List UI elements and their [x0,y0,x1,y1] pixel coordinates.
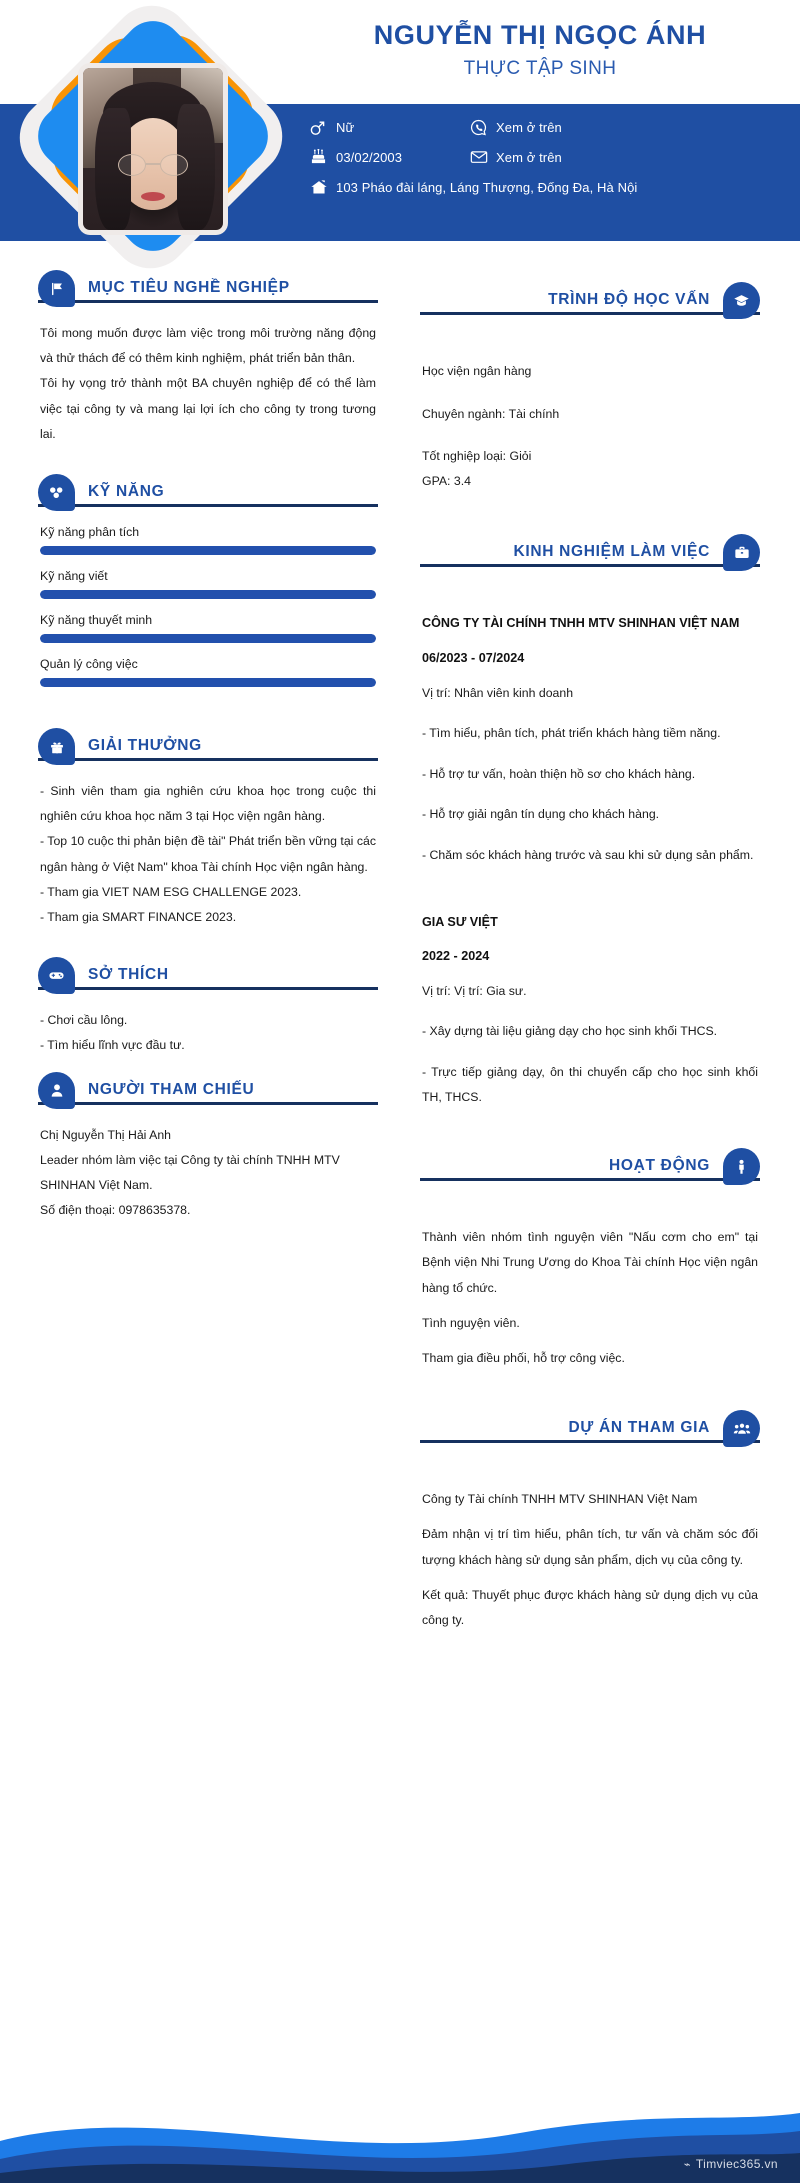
skill-label: Kỹ năng viết [40,569,108,584]
section-references [38,1067,378,1228]
section-awards-header [38,723,378,763]
contact-row-1 [310,112,780,142]
experience-bullet: - Hỗ trợ giải ngân tín dụng cho khách hàng. [422,807,660,822]
project-line: Đảm nhận vị trí tìm hiểu, phân tích, tư vấn và chăm sóc đối tượng khách hàng sử dụng sản phẩm, dịch vụ của công ty. [422,1527,758,1567]
section-experience-title: KINH NGHIỆM LÀM VIỆC [513,543,710,561]
contact-birthday-text: 03/02/2003 [336,149,403,165]
skill-bar-fill [40,590,376,599]
skill-label: Kỹ năng thuyết minh [40,613,153,628]
user-icon [38,1072,75,1109]
section-activities-body [420,1183,760,1375]
experience-date: 2022 - 2024 [422,948,490,963]
experience-date: 06/2023 - 07/2024 [422,650,525,665]
section-rule [38,504,378,507]
photo-lips [141,192,165,201]
contact-address-text: 103 Pháo đài láng, Láng Thượng, Đống Đa, Hà Nội [336,179,638,195]
spacer [420,501,760,529]
experience-position: Vị trí: Vị trí: Gia sư. [422,983,527,998]
contact-phone-text: Xem ở trên [496,119,562,135]
section-awards [38,723,378,934]
section-rule [38,987,378,990]
experience-item [422,910,758,1110]
experience-bullet: - Chăm sóc khách hàng trước và sau khi sử dụng sản phẩm. [422,847,754,862]
section-education-title: TRÌNH ĐỘ HỌC VẤN [548,291,710,308]
section-projects [420,1405,760,1637]
avatar [35,30,275,245]
cake-icon [310,147,336,167]
skill-bar-track [40,634,376,643]
experience-company: CÔNG TY TÀI CHÍNH TNHH MTV SHINHAN VIỆT NAM [422,616,740,631]
section-objective-header [38,265,378,305]
cv-header [0,0,800,265]
section-skills-header [38,469,378,509]
skill-bar-track [40,590,376,599]
section-hobbies [38,952,378,1062]
reference-phone: Số điện thoại: 0978635378. [40,1203,191,1218]
section-rule [420,1178,760,1181]
education-major: Chuyên ngành: Tài chính [422,406,560,421]
section-activities [420,1143,760,1375]
section-references-header [38,1067,378,1107]
section-rule [38,758,378,761]
skills-icon [38,474,75,511]
activity-line: Tham gia điều phối, hỗ trợ công việc. [422,1350,625,1365]
graduation-cap-icon [723,282,760,319]
reference-position: Leader nhóm làm việc tại Công ty tài chính TNHH MTV SHINHAN Việt Nam. [40,1152,340,1193]
experience-company: GIA SƯ VIỆT [422,914,498,929]
spacer [38,709,378,723]
section-awards-body [38,763,378,934]
award-line: - Top 10 cuộc thi phản biện đề tài" Phát triển bền vững tại các ngân hàng ở Việt Nam" khoa Tài chính Học viện ngân hàng. [40,834,376,874]
section-experience-body [420,569,760,1113]
section-rule [38,300,378,303]
section-education [420,265,760,497]
gender-icon [310,117,336,137]
experience-item [422,611,758,867]
spacer [420,1117,760,1143]
section-hobbies-title: SỞ THÍCH [88,966,169,984]
footer-wave [0,2063,800,2183]
skill-item [40,657,376,687]
section-skills-title: KỸ NĂNG [88,483,165,501]
award-line: - Tham gia VIET NAM ESG CHALLENGE 2023. [40,884,302,899]
section-experience [420,529,760,1113]
photo-lens-right [160,154,188,176]
section-objective [38,265,378,451]
contact-phone [470,117,562,137]
section-education-header [420,277,760,317]
gift-icon [38,728,75,765]
section-references-title: NGƯỜI THAM CHIẾU [88,1080,255,1098]
spacer [422,426,758,444]
skill-bar-fill [40,546,376,555]
skill-bar-track [40,678,376,687]
section-projects-title: DỰ ÁN THAM GIA [568,1419,710,1437]
section-projects-body [420,1445,760,1637]
section-references-body [38,1107,378,1228]
spacer [422,868,758,910]
section-activities-header [420,1143,760,1183]
flag-icon [38,270,75,307]
phone-icon [470,117,496,137]
spacer [422,384,758,402]
project-line: Kết quả: Thuyết phục được khách hàng sử dụng dịch vụ của công ty. [422,1587,758,1627]
award-line: - Sinh viên tham gia nghiên cứu khoa học trong cuộc thi nghiên cứu khoa học năm 3 tại Học viện ngân hàng. [40,784,376,824]
candidate-name: NGUYỄN THỊ NGỌC ÁNH [373,20,707,50]
section-activities-title: HOẠT ĐỘNG [608,1157,710,1175]
objective-paragraph-2: Tôi hy vọng trở thành một BA chuyên nghiệp để có thể làm việc tại công ty và mang lại lợi ích cho công ty trong tương lai. [40,376,376,441]
section-hobbies-header [38,952,378,992]
project-line: Công ty Tài chính TNHH MTV SHINHAN Việt Nam [422,1492,698,1507]
home-icon [310,177,336,197]
skill-bar-fill [40,678,376,687]
people-group-icon [723,1410,760,1447]
section-skills [38,469,378,705]
hobby-line: - Chơi cầu lông. [40,1013,128,1028]
skill-item [40,525,376,555]
experience-bullet: - Xây dựng tài liệu giảng dạy cho học sinh khối THCS. [422,1024,718,1039]
contact-gender [310,117,470,137]
skill-label: Quản lý công việc [40,657,138,672]
skill-bar-fill [40,634,376,643]
skill-bar-track [40,546,376,555]
contact-email-text: Xem ở trên [496,149,562,165]
section-skills-body [38,509,378,705]
contact-row-3 [310,172,780,202]
contact-row-2 [310,142,780,172]
brand-label: Timviec365.vn [695,2157,778,2171]
skill-item [40,613,376,643]
contact-block [310,112,780,202]
skill-item [40,569,376,599]
activity-line: Tình nguyện viên. [422,1315,520,1330]
contact-address [310,177,637,197]
education-school: Học viện ngân hàng [422,364,532,378]
experience-bullet: - Tìm hiểu, phân tích, phát triển khách hàng tiềm năng. [422,726,721,741]
person-icon [723,1148,760,1185]
experience-bullet: - Trực tiếp giảng dạy, ôn thi chuyển cấp cho học sinh khối TH, THCS. [422,1064,758,1104]
spacer [420,1379,760,1405]
experience-position: Vị trí: Nhân viên kinh doanh [422,685,574,700]
section-objective-title: MỤC TIÊU NGHỀ NGHIỆP [88,279,290,296]
section-rule [38,1102,378,1105]
contact-birthday [310,147,470,167]
skill-label: Kỹ năng phân tích [40,525,140,540]
spacer [38,455,378,469]
section-rule [420,312,760,315]
section-experience-header [420,529,760,569]
section-rule [420,1440,760,1443]
photo-frame [83,68,223,230]
candidate-role: THỰC TẬP SINH [463,58,617,79]
photo-image [83,68,223,230]
reference-name: Chị Nguyễn Thị Hải Anh [40,1127,172,1142]
left-column [38,265,378,1231]
brand-mark-icon: ⌁ [683,2158,691,2171]
photo-glasses-bridge [146,163,160,165]
photo-glasses [117,154,189,176]
cv-footer [0,2063,800,2183]
hobby-line: - Tìm hiểu lĩnh vực đầu tư. [40,1038,185,1053]
photo-lens-left [118,154,146,176]
award-line: - Tham gia SMART FINANCE 2023. [40,910,237,925]
right-column [420,265,760,1641]
contact-gender-text: Nữ [336,119,355,135]
activity-line: Thành viên nhóm tình nguyện viên "Nấu cơm cho em" tại Bệnh viện Nhi Trung Ương do Khoa Tài chính Học viện ngân hàng tổ chức. [422,1230,758,1295]
section-rule [420,564,760,567]
experience-bullet: - Hỗ trợ tư vấn, hoàn thiện hồ sơ cho khách hàng. [422,766,696,781]
section-objective-body [38,305,378,451]
objective-paragraph-1: Tôi mong muốn được làm việc trong môi trường năng động và thử thách để có thêm kinh nghiệm, phát triển bản thân. [40,326,376,366]
contact-email [470,147,562,167]
section-education-body [420,317,760,497]
education-gpa: GPA: 3.4 [422,473,471,488]
gamepad-icon [38,957,75,994]
spacer [38,938,378,952]
section-projects-header [420,1405,760,1445]
section-awards-title: GIẢI THƯỞNG [88,737,202,755]
envelope-icon [470,147,496,167]
section-hobbies-body [38,992,378,1062]
education-grade: Tốt nghiệp loại: Giỏi [422,449,532,464]
brand-watermark [684,2157,778,2171]
